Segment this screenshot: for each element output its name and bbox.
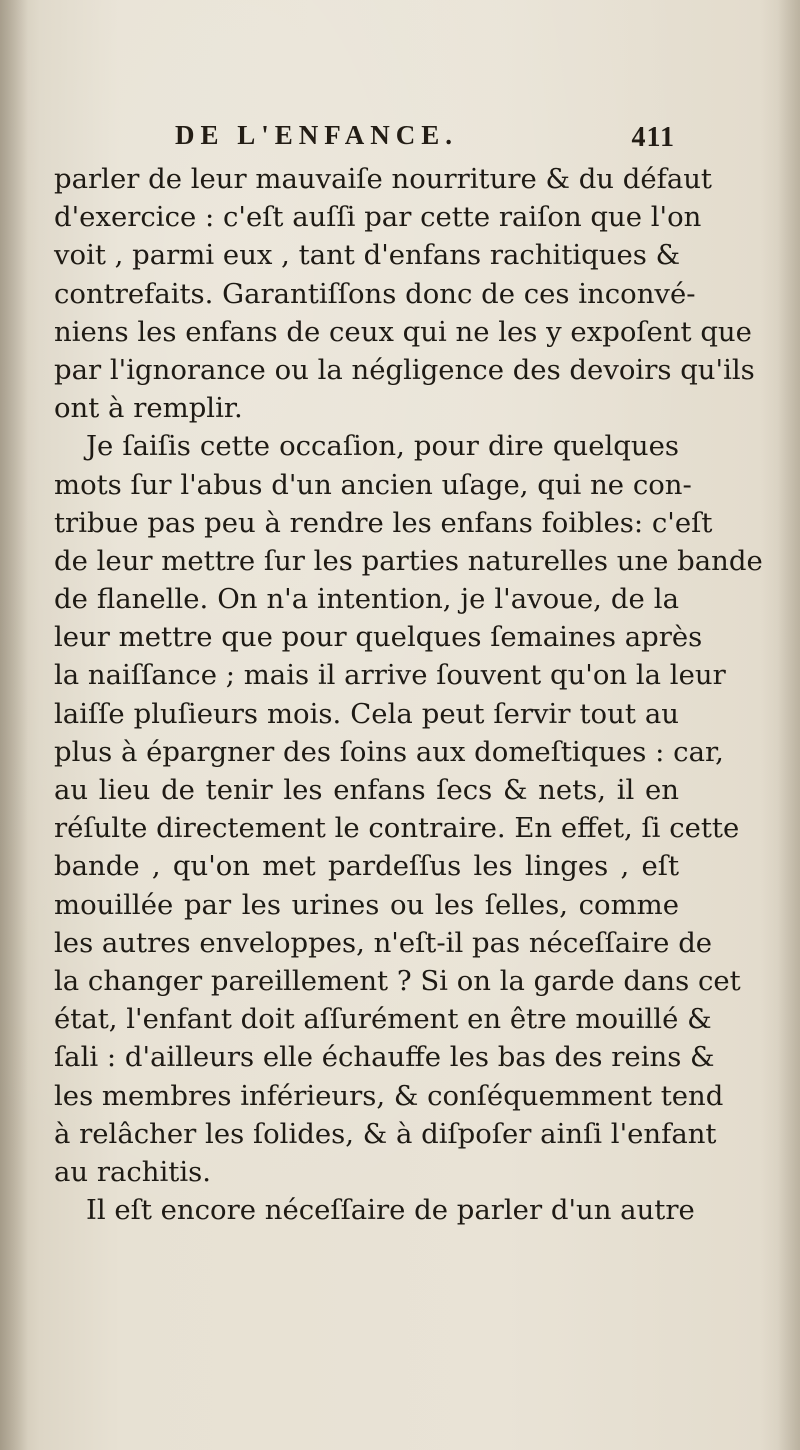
text-line: Il eſt encore néceſſaire de parler d'un autre — [86, 1194, 695, 1227]
text-line: contrefaits. Garantiſſons donc de ces inconvé- — [54, 277, 696, 310]
text-line: les membres inférieurs, & conſéquemment tend — [54, 1079, 724, 1112]
text-line: de leur mettre ſur les parties naturelles une bande — [54, 544, 763, 577]
text-line: leur mettre que pour quelques ſemaines après — [54, 621, 703, 654]
running-head-title: DE L'ENFANCE. — [175, 120, 459, 150]
spine-shadow — [0, 0, 28, 1450]
text-line: la naiſſance ; mais il arrive ſouvent qu'on la leur — [54, 659, 726, 692]
text-line: réſulte directement le contraire. En effet, ſi cette — [54, 812, 740, 845]
text-line: de flanelle. On n'a intention, je l'avoue, de la — [54, 583, 679, 616]
text-line: tribue pas peu à rendre les enfans foibles: c'eſt — [54, 506, 713, 539]
page-number: 411 — [631, 122, 675, 153]
text-line: niens les enfans de ceux qui ne les y expoſent que — [54, 315, 752, 348]
text-line: plus à épargner des ſoins aux domeſtiques : car, — [54, 735, 724, 768]
text-line: parler de leur mauvaiſe nourriture & du défaut — [54, 163, 712, 195]
text-line: mots ſur l'abus d'un ancien uſage, qui ne con- — [54, 468, 692, 501]
body-text — [54, 160, 763, 1229]
text-line: Je ſaiſis cette occaſion, pour dire quelques — [86, 430, 679, 463]
running-head — [175, 120, 675, 160]
text-line: la changer pareillement ? Si on la garde dans cet — [54, 964, 741, 997]
text-line: par l'ignorance ou la négligence des devoirs qu'ils — [54, 353, 755, 386]
text-line: état, l'enfant doit aſſurément en être mouillé & — [54, 1003, 712, 1036]
text-line: mouillée par les urines ou les ſelles, comme — [54, 888, 679, 921]
text-line: voit , parmi eux , tant d'enfans rachitiques & — [54, 239, 681, 272]
text-line: d'exercice : c'eſt auſſi par cette raiſon que l'on — [54, 201, 702, 234]
page-edge — [778, 0, 800, 1450]
text-line: bande , qu'on met pardeſſus les linges , eſt — [54, 850, 679, 883]
text-line: ont à remplir. — [54, 392, 243, 425]
text-line: laiſſe pluſieurs mois. Cela peut ſervir tout au — [54, 697, 679, 730]
text-line: les autres enveloppes, n'eſt-il pas néceſſaire de — [54, 926, 713, 959]
text-line: ſali : d'ailleurs elle échauffe les bas des reins & — [54, 1041, 715, 1074]
text-line: au rachitis. — [54, 1155, 211, 1188]
text-line: à relâcher les ſolides, & à diſpoſer ainſi l'enfant — [54, 1117, 717, 1150]
text-line: au lieu de tenir les enfans ſecs & nets, il en — [54, 774, 679, 806]
